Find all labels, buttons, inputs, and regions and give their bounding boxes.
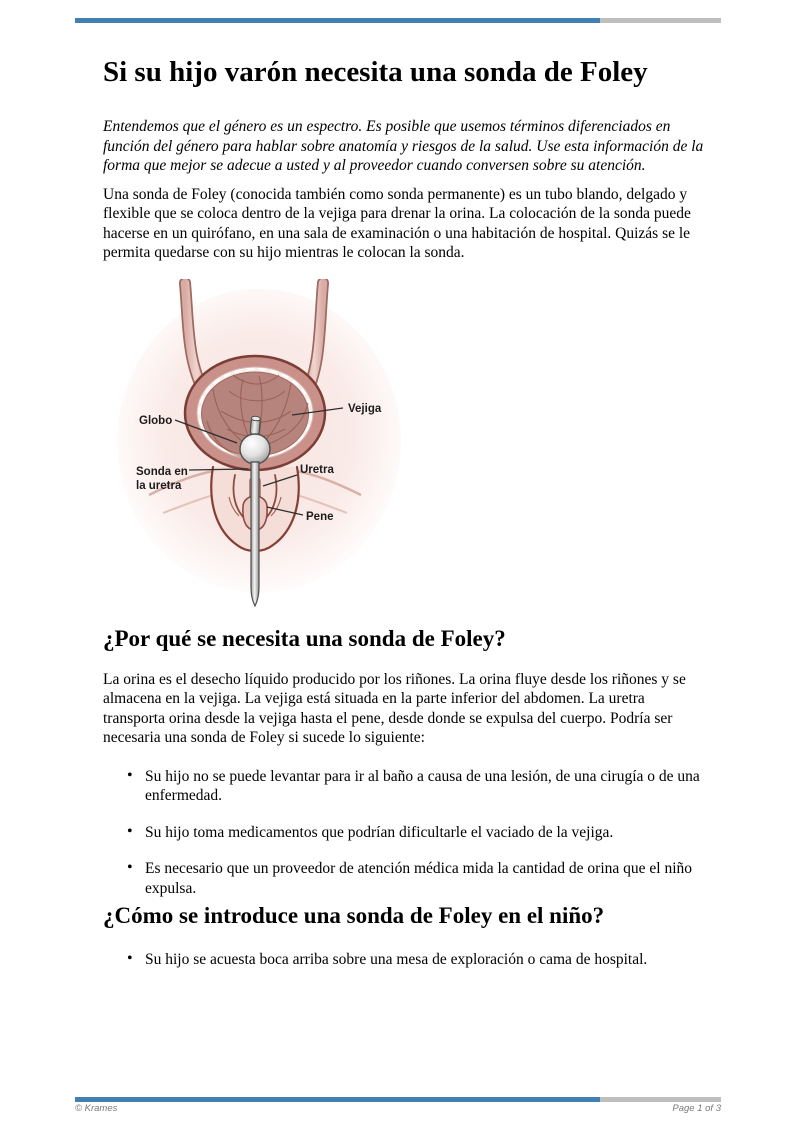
heading-why-needed: ¿Por qué se necesita una sonda de Foley? [103,625,506,651]
gender-disclaimer-note: Entendemos que el género es un espectro. Es posible que usemos términos diferenciados en función del género para hablar sobre anatomía y riesgos de la salud. Use esta información de la forma que mejor se adecue a usted y al proveedor cuando conversen sobre su atención. [103,118,704,174]
catheter-tip-stem [250,415,261,434]
how-inserted-bullet-list [103,950,707,970]
label-uretra: Uretra [300,463,334,476]
copyright-text: © Krames [75,1103,118,1114]
article-content [103,0,707,970]
footer-rule [75,1097,721,1102]
label-sonda-line1: Sonda en [136,465,188,478]
page-footer [75,1103,721,1114]
page-title: Si su hijo varón necesita una sonda de Foley [103,56,648,88]
foley-catheter-anatomy-illustration [109,279,441,611]
label-pene: Pene [306,510,334,523]
balloon [240,434,270,464]
footer-rule-gray-segment [600,1097,721,1102]
list-item: • Su hijo se acuesta boca arriba sobre una mesa de exploración o cama de hospital. [103,950,707,970]
why-needed-bullet-list [103,767,707,899]
footer-rule-blue-segment [75,1097,600,1102]
label-globo: Globo [139,414,173,427]
label-sonda-line2: la uretra [136,479,182,492]
why-needed-paragraph: La orina es el desecho líquido producido por los riñones. La orina fluye desde los riñones y se almacena en la vejiga. La vejiga está situada en la parte inferior del abdomen. La uretra transporta orina desde la vejiga hasta el pene, desde donde se expulsa del cuerpo. Podría ser necesaria una sonda de Foley si sucede lo siguiente: [103,670,686,746]
label-vejiga: Vejiga [348,402,382,415]
list-item: • Su hijo no se puede levantar para ir al baño a causa de una lesión, de una cirugía o de una enfermedad. [103,767,707,806]
list-item: • Es necesario que un proveedor de atención médica mida la cantidad de orina que el niño expulsa. [103,859,707,898]
lead-paragraph: Una sonda de Foley (conocida también como sonda permanente) es un tubo blando, delgado y flexible que se coloca dentro de la vejiga para drenar la orina. La colocación de la sonda puede hacerse en un quirófano, en una sala de examinación o una habitación de hospital. Quizás se le permita quedarse con su hijo mientras le colocan la sonda. [103,185,691,261]
list-item: • Su hijo toma medicamentos que podrían dificultarle el vaciado de la vejiga. [103,823,707,843]
catheter-tube [251,462,259,606]
heading-how-inserted: ¿Cómo se introduce una sonda de Foley en el niño? [103,903,605,928]
page-indicator: Page 1 of 3 [672,1103,721,1114]
